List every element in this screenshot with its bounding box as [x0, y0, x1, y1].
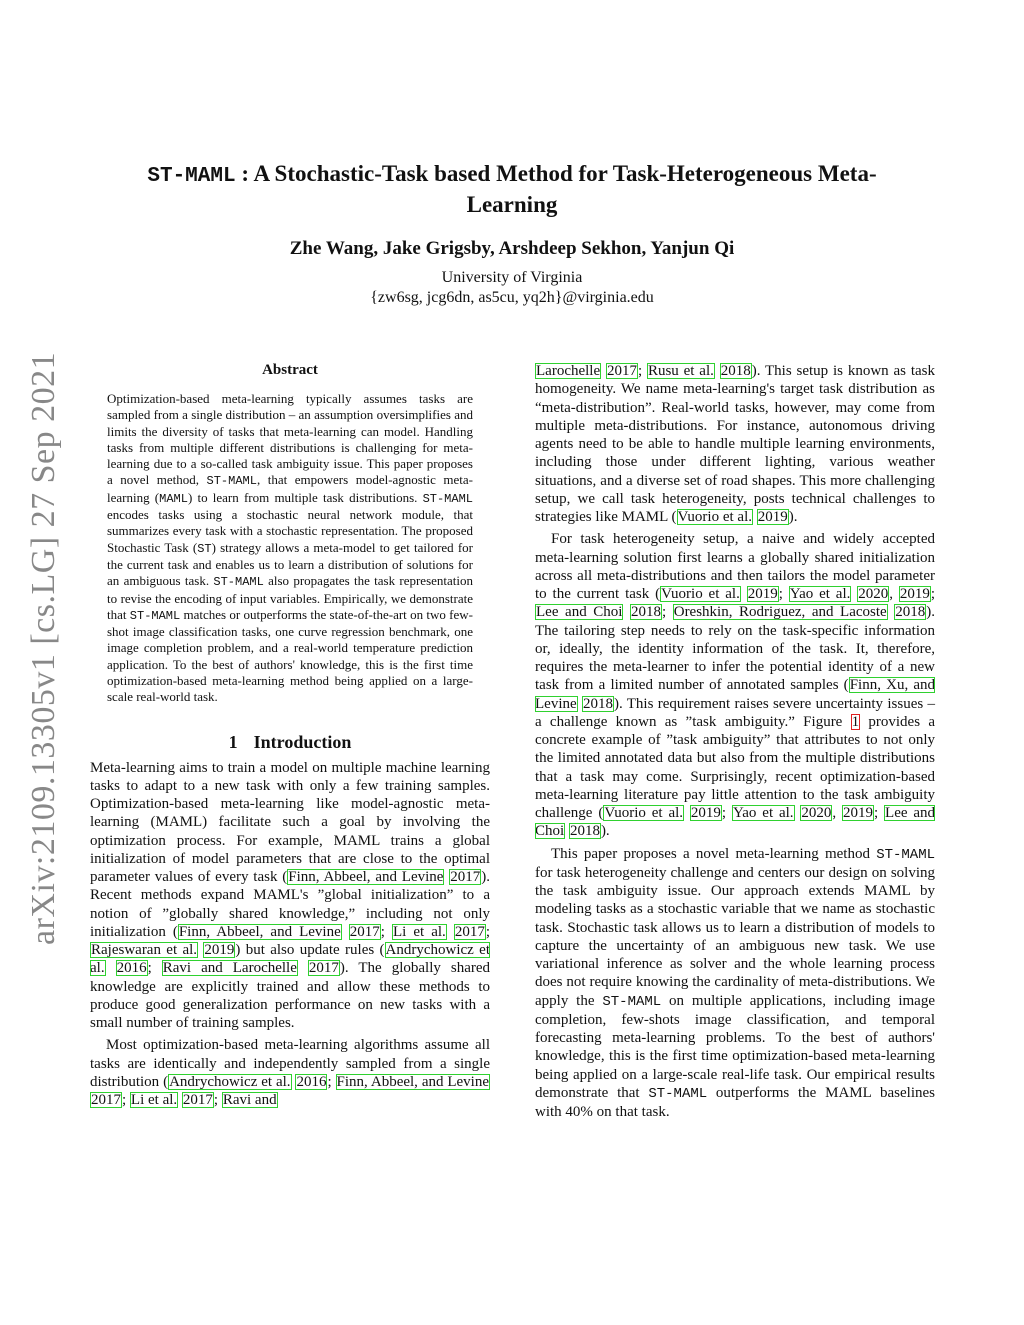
paper-title [110, 160, 914, 219]
left-column [90, 362, 490, 1109]
citation-link[interactable]: 2018 [895, 604, 926, 621]
citation-link[interactable]: 2019 [204, 942, 235, 959]
citation-link[interactable]: 2019 [843, 805, 874, 821]
section-number: 1 [228, 731, 238, 752]
section-heading-introduction [90, 732, 490, 753]
citation-link[interactable]: Oreshkin, Rodriguez, and Lacoste [673, 604, 887, 621]
citation-link[interactable]: Andrychowicz et al. [169, 1073, 291, 1090]
title-method-name: ST-MAML [147, 165, 236, 188]
right-column [535, 362, 935, 1121]
figure-reference-link[interactable]: 1 [851, 713, 860, 730]
citation-link[interactable]: Vuorio et al. [661, 586, 740, 602]
title-text: : A Stochastic-Task based Method for Task-Heterogeneous Meta-Learning [235, 161, 877, 217]
intro-paragraph-2-continued: Larochelle 2017; Rusu et al. 2018). This setup is known as task homogeneity. We name meta-learning's target task distribution as “meta-distribution”. Real-world tasks, however, may come from multiple meta-distributions. For instance, autonomous driving agents need to be able to handle multiple learning environments, including those under different lighting, various weather situations, and a diverse set of road shapes. This more challenging setup, we call task heterogeneity, posts technical challenges to strategies like MAML (Vuorio et al. 2019). [535, 363, 936, 525]
citation-link[interactable]: 2019 [899, 586, 930, 602]
citation-link[interactable]: 2018 [720, 363, 751, 379]
citation-link[interactable]: 2017 [450, 869, 481, 886]
citation-link[interactable]: 2017 [349, 923, 380, 940]
citation-link[interactable]: 2018 [631, 604, 661, 621]
citation-link[interactable]: 2017 [91, 1092, 121, 1109]
citation-link[interactable]: Finn, Abbeel, and Levine [178, 923, 341, 940]
arxiv-identifier-stamp: arXiv:2109.13305v1 [cs.LG] 27 Sep 2021 [25, 351, 62, 945]
citation-link[interactable]: 2017 [454, 923, 485, 940]
citation-link[interactable]: 2016 [296, 1073, 327, 1090]
section-title: Introduction [253, 731, 352, 752]
intro-paragraph-4: This paper proposes a novel meta-learning method ST-MAML for task heterogeneity challenge and centers our design on solving the task ambiguity issue. Our approach extends MAML by modeling tasks as a stochastic variable that we name as stochastic task. Stochastic task allows us to learn a distribution of models to capture the uncertainty of an ambiguous new task. We use variational inference as solver and the whole learning process does not require knowing the cardinality of meta-distributions. We apply the ST-MAML on multiple applications, including image completion, few-shots image classification, and temporal forecasting meta-learning problems. To the best of authors' knowledge, this is the first time optimization-based meta-learning being applied on a large-scale real-life task. Our empirical results demonstrate that ST-MAML outperforms the MAML baselines with 40% on that task. [535, 845, 935, 1120]
citation-link[interactable]: 2017 [606, 363, 637, 379]
citation-link[interactable]: Rajeswaran et al. [91, 942, 198, 959]
citation-link[interactable]: Finn, Abbeel, and Levine [336, 1073, 490, 1090]
intro-paragraph-1: Meta-learning aims to train a model on multiple machine learning tasks to adapt to a new task with only a few training samples. Optimization-based meta-learning like model-agnostic meta-learning (MAML) facilitate such a goal by involving the optimization process. For example, MAML trains a global initialization of model parameters that are close to the optimal parameter values of every task (Finn, Abbeel, and Levine 2017). Recent methods expand MAML's ”global initialization” to a notion of ”globally shared knowledge,” including not only initialization (Finn, Abbeel, and Levine 2017; Li et al. 2017; Rajeswaran et al. 2019) but also update rules (Andrychowicz et al. 2016; Ravi and Larochelle 2017). The globally shared knowledge are explicitly trained and allow these methods to produce good generalization performance on new tasks with a small number of training samples. [90, 759, 491, 1032]
citation-link[interactable]: 2019 [747, 586, 778, 602]
citation-link[interactable]: 2018 [582, 695, 613, 712]
citation-link[interactable]: 2020 [801, 805, 832, 821]
citation-link[interactable]: Lee and Choi [536, 604, 623, 621]
citation-link[interactable]: Finn, Xu, and Levine [535, 677, 936, 712]
citation-link[interactable]: Vuorio et al. [677, 509, 752, 525]
citation-link[interactable]: Ravi and [222, 1092, 277, 1109]
citation-link[interactable]: 2019 [690, 805, 721, 821]
affiliation-institution: University of Virginia [441, 269, 583, 286]
citation-link[interactable]: Vuorio et al. [604, 805, 684, 821]
citation-link[interactable]: 2017 [308, 960, 339, 977]
abstract-body: Optimization-based meta-learning typically assumes tasks are sampled from a single distribution – an assumption oversimplifies and limits the diversity of tasks that meta-learning can model. Handling tasks from multiple different distributions is challenging for meta-learning due to a so-called task ambiguity issue. This paper proposes a novel method, ST-MAML, that empowers model-agnostic meta-learning (MAML) to learn from multiple task distributions. ST-MAML encodes tasks using a stochastic neural network module, that summarizes every task with a stochastic representation. The proposed Stochastic Task (ST) strategy allows a meta-model to get tailored for the current task and enables us to learn a distribution of solutions for an ambiguous task. ST-MAML also propagates the task representation to revise the encoding of input variables. Empirically, we demonstrate that ST-MAML matches or outperforms the state-of-the-art on two few-shot image classification tasks, one curve regression benchmark, one image completion problem, and a real-world temperature prediction application. To the best of authors' knowledge, this is the first time optimization-based meta-learning method being applied on a large-scale real-world task. [107, 391, 473, 705]
citation-link[interactable]: Larochelle [536, 363, 601, 379]
citation-link[interactable]: Finn, Abbeel, and Levine [288, 869, 444, 886]
intro-paragraph-3: For task heterogeneity setup, a naive and widely accepted meta-learning solution first learns a globally shared initialization across all meta-distributions and then tailors the model parameter to the current task (Vuorio et al. 2019; Yao et al. 2020, 2019; Lee and Choi 2018; Oreshkin, Rodriguez, and Lacoste 2018). The tailoring step needs to rely on the task-specific information or, ideally, the identity information of the task. It, therefore, requires the meta-learner to infer the potential identity of a new task from a limited number of annotated samples (Finn, Xu, and Levine 2018). This requirement raises severe uncertainty issues – a challenge known as ”task ambiguity.” Figure 1 provides a concrete example of ”task ambiguity” that attributes to not only the limited annotated data but also from the multiple distributions that a task may come. Surprisingly, recent optimization-based meta-learning literature pay little attention to the task ambiguity challenge (Vuorio et al. 2019; Yao et al. 2020, 2019; Lee and Choi 2018). [535, 531, 936, 840]
citation-link[interactable]: Andrychowicz et al. [90, 942, 490, 977]
citation-link[interactable]: Lee and Choi [535, 805, 936, 840]
citation-link[interactable]: Rusu et al. [647, 363, 714, 379]
intro-paragraph-2-start: Most optimization-based meta-learning algorithms assume all tasks are identically and independently sampled from a single distribution (Andrychowicz et al. 2016; Finn, Abbeel, and Levine 2017; Li et al. 2017; Ravi and [90, 1037, 490, 1109]
citation-link[interactable]: Li et al. [130, 1092, 178, 1109]
affiliation-block [110, 268, 914, 308]
citation-link[interactable]: 2019 [757, 509, 788, 525]
citation-link[interactable]: 2018 [569, 823, 600, 840]
citation-link[interactable]: 2020 [858, 586, 889, 602]
citation-link[interactable]: 2017 [182, 1092, 213, 1109]
citation-link[interactable]: 2016 [116, 960, 147, 977]
author-list: Zhe Wang, Jake Grigsby, Arshdeep Sekhon, Yanjun Qi [289, 238, 735, 259]
citation-link[interactable]: Yao et al. [732, 805, 794, 821]
citation-link[interactable]: Li et al. [393, 923, 446, 940]
abstract-heading: Abstract [262, 362, 318, 378]
affiliation-emails: {zw6sg, jcg6dn, as5cu, yq2h}@virginia.edu [370, 289, 654, 306]
citation-link[interactable]: Ravi and Larochelle [162, 960, 297, 977]
citation-link[interactable]: Yao et al. [789, 586, 851, 602]
